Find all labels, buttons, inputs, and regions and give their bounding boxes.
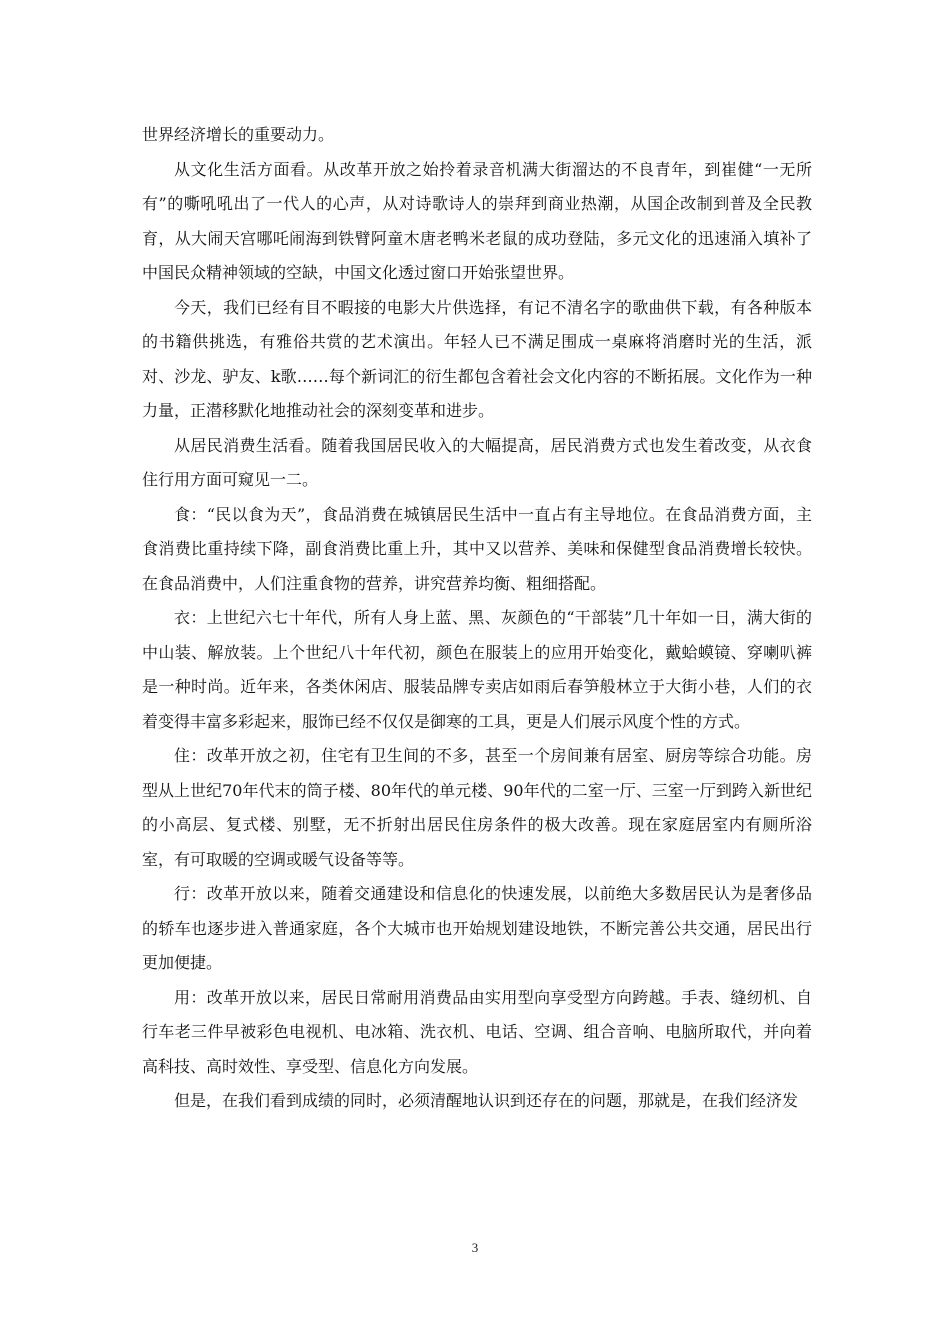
- paragraph-food: 食：“民以食为天”，食品消费在城镇居民生活中一直占有主导地位。在食品消费方面，主食消费比重持续下降，副食消费比重上升，其中又以营养、美味和保健型食品消费增长较快。在食品消费中，人们注重食物的营养，讲究营养均衡、粗细搭配。: [142, 504, 812, 593]
- paragraph-goods: 用：改革开放以来，居民日常耐用消费品由实用型向享受型方向跨越。手表、缝纫机、自行车老三件早被彩色电视机、电冰箱、洗衣机、电话、空调、组合音响、电脑所取代，并向着高科技、高时效性、享受型、信息化方向发展。: [142, 987, 812, 1076]
- paragraph-clothing: 衣：上世纪六七十年代，所有人身上蓝、黑、灰颜色的“干部装”几十年如一日，满大街的中山装、解放装。上个世纪八十年代初，颜色在服装上的应用开始变化，戴蛤蟆镜、穿喇叭裤是一种时尚。近年来，各类休闲店、服装品牌专卖店如雨后春笋般林立于大街小巷，人们的衣着变得丰富多彩起来，服饰已经不仅仅是御寒的工具，更是人们展示风度个性的方式。: [142, 608, 812, 731]
- paragraph-consumption: 从居民消费生活看。随着我国居民收入的大幅提高，居民消费方式也发生着改变，从衣食住行用方面可窥见一二。: [142, 435, 812, 489]
- paragraph-today: 今天，我们已经有目不暇接的电影大片供选择，有记不清名字的歌曲供下载，有各种版本的书籍供挑选，有雅俗共赏的艺术演出。年轻人已不满足围成一桌麻将消磨时光的生活，派对、沙龙、驴友、k歌……每个新词汇的衍生都包含着社会文化内容的不断拓展。文化作为一种力量，正潜移默化地推动社会的深刻变革和进步。: [142, 297, 812, 420]
- document-body: [142, 118, 812, 1119]
- paragraph-transport: 行：改革开放以来，随着交通建设和信息化的快速发展，以前绝大多数居民认为是奢侈品的轿车也逐步进入普通家庭，各个大城市也开始规划建设地铁，不断完善公共交通，居民出行更加便捷。: [142, 884, 812, 972]
- paragraph-housing: 住：改革开放之初，住宅有卫生间的不多，甚至一个房间兼有居室、厨房等综合功能。房型从上世纪70年代末的筒子楼、80年代的单元楼、90年代的二室一厅、三室一厅到跨入新世纪的小高层、复式楼、别墅，无不折射出居民住房条件的极大改善。现在家庭居室内有厕所浴室，有可取暖的空调或暖气设备等等。: [142, 746, 812, 869]
- paragraph-however: 但是，在我们看到成绩的同时，必须清醒地认识到还存在的问题，那就是，在我们经济发: [174, 1091, 799, 1110]
- page-number: 3: [471, 1240, 479, 1255]
- paragraph-continuation: 世界经济增长的重要动力。: [142, 125, 335, 144]
- paragraph-cultural-life: 从文化生活方面看。从改革开放之始拎着录音机满大街溜达的不良青年，到崔健“一无所有”的嘶吼吼出了一代人的心声，从对诗歌诗人的崇拜到商业热潮，从国企改制到普及全民教育，从大闹天宫哪吒闹海到铁臂阿童木唐老鸭米老鼠的成功登陆，多元文化的迅速涌入填补了中国民众精神领域的空缺，中国文化透过窗口开始张望世界。: [142, 159, 812, 282]
